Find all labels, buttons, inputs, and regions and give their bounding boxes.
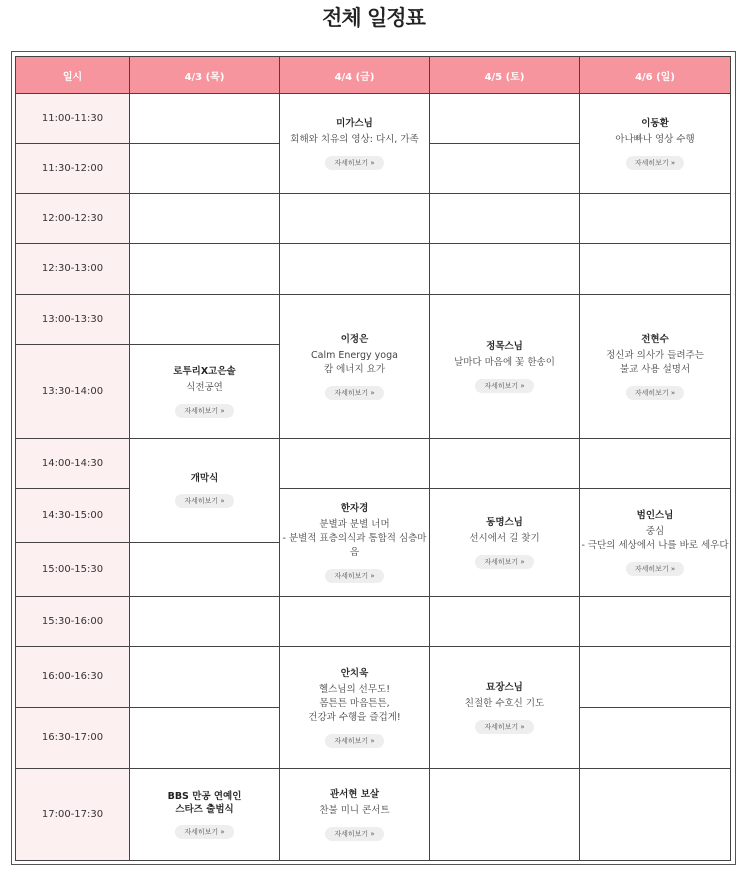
event-desc: 친절한 수호신 기도 <box>464 698 545 710</box>
empty-cell <box>580 244 731 294</box>
detail-button[interactable]: 자세히보기 » <box>475 720 533 734</box>
time-slot: 16:30-17:00 <box>16 707 130 768</box>
event-name: 로투리X고은솔 <box>173 365 236 377</box>
event-desc-line: 중심 <box>645 526 665 538</box>
page-title: 전체 일정표 <box>322 6 425 30</box>
detail-button[interactable]: 자세히보기 » <box>175 825 233 839</box>
table-row <box>16 438 731 488</box>
event-desc-line: - 극단의 세상에서 나를 바로 세우다 <box>581 540 729 552</box>
time-slot: 16:00-16:30 <box>16 647 130 707</box>
empty-cell <box>430 768 580 860</box>
event-cell <box>130 438 280 542</box>
event-desc: 찬불 미니 콘서트 <box>319 804 390 816</box>
table-row <box>16 597 731 647</box>
time-slot: 14:00-14:30 <box>16 438 130 488</box>
time-slot: 11:30-12:00 <box>16 144 130 194</box>
time-slot: 11:00-11:30 <box>16 94 130 144</box>
event-desc-line: 건강과 수행을 즐겁게! <box>308 712 401 724</box>
empty-cell <box>280 194 430 244</box>
event-desc: 선시에서 길 찾기 <box>469 533 540 545</box>
event-desc: 아나빠나 영상 수행 <box>615 134 695 146</box>
table-row <box>16 244 731 294</box>
event-name-line: 스타즈 출범식 <box>175 803 234 815</box>
event-desc <box>280 683 429 725</box>
detail-button[interactable]: 자세히보기 » <box>626 386 684 400</box>
event-desc <box>280 518 429 560</box>
empty-cell <box>430 597 580 647</box>
event-name: 전현수 <box>641 333 669 345</box>
event-name: 이정은 <box>340 333 369 345</box>
event-name: 동명스님 <box>486 517 523 529</box>
empty-cell <box>430 144 580 194</box>
event-desc-line: 캄 에너지 요가 <box>323 363 386 375</box>
event-desc <box>580 349 730 377</box>
empty-cell <box>130 707 280 768</box>
time-slot: 15:30-16:00 <box>16 597 130 647</box>
empty-cell <box>430 194 580 244</box>
empty-cell <box>130 647 280 707</box>
empty-cell <box>130 194 280 244</box>
table-row <box>16 768 731 860</box>
detail-button[interactable]: 자세히보기 » <box>325 156 383 170</box>
event-desc-line: 헬스님의 선무도! <box>318 684 391 696</box>
event-cell <box>280 294 430 438</box>
table-row <box>16 194 731 244</box>
event-name: 이동환 <box>641 118 669 130</box>
event-name: 범인스님 <box>636 510 674 522</box>
empty-cell <box>280 438 430 488</box>
col-header-day-3: 4/5 (토) <box>430 57 580 94</box>
time-slot: 13:00-13:30 <box>16 294 130 344</box>
empty-cell <box>130 597 280 647</box>
empty-cell <box>130 94 280 144</box>
event-name: 미가스님 <box>336 118 373 130</box>
time-slot: 14:30-15:00 <box>16 488 130 542</box>
event-desc: 회해와 치유의 영상: 다시, 가족 <box>290 134 419 146</box>
event-name-line: BBS 만공 연예인 <box>167 790 242 802</box>
event-desc-line: - 분별적 표층의식과 통합적 심층마음 <box>282 533 427 559</box>
time-slot: 15:00-15:30 <box>16 543 130 597</box>
time-slot: 17:00-17:30 <box>16 768 130 860</box>
table-row <box>16 294 731 344</box>
event-desc-line: 정신과 의사가 들려주는 <box>606 349 704 361</box>
col-header-day-4: 4/6 (일) <box>580 57 731 94</box>
table-row <box>16 488 731 542</box>
detail-button[interactable]: 자세히보기 » <box>325 569 383 583</box>
empty-cell <box>580 707 731 768</box>
event-desc-line: Calm Energy yoga <box>311 349 398 361</box>
col-header-day-2: 4/4 (금) <box>280 57 430 94</box>
event-cell <box>280 768 430 860</box>
time-slot: 12:00-12:30 <box>16 194 130 244</box>
event-cell <box>430 488 580 596</box>
event-cell <box>280 647 430 768</box>
detail-button[interactable]: 자세히보기 » <box>175 404 233 418</box>
empty-cell <box>430 94 580 144</box>
event-cell <box>280 488 430 596</box>
event-name: 묘장스님 <box>486 682 523 694</box>
empty-cell <box>130 244 280 294</box>
event-cell <box>580 94 731 194</box>
event-cell <box>430 647 580 768</box>
event-cell <box>580 294 731 438</box>
event-desc: 날마다 마음에 꽃 한송이 <box>454 356 555 368</box>
table-row <box>16 94 731 144</box>
table-row <box>16 647 731 707</box>
empty-cell <box>280 244 430 294</box>
detail-button[interactable]: 자세히보기 » <box>175 494 233 508</box>
event-desc-line: 분별과 분별 너머 <box>319 519 390 531</box>
empty-cell <box>580 768 731 860</box>
empty-cell <box>580 597 731 647</box>
detail-button[interactable]: 자세히보기 » <box>475 379 533 393</box>
event-desc: 식전공연 <box>186 381 223 393</box>
time-slot: 12:30-13:00 <box>16 244 130 294</box>
empty-cell <box>580 647 731 707</box>
event-name: 안치욱 <box>340 668 369 680</box>
empty-cell <box>430 438 580 488</box>
empty-cell <box>130 144 280 194</box>
event-desc-line: 불교 사용 설명서 <box>619 363 691 375</box>
empty-cell <box>130 294 280 344</box>
event-name <box>130 790 279 816</box>
empty-cell <box>580 438 731 488</box>
event-desc <box>280 349 429 377</box>
detail-button[interactable]: 자세히보기 » <box>626 562 684 576</box>
detail-button[interactable]: 자세히보기 » <box>325 386 383 400</box>
time-slot: 13:30-14:00 <box>16 344 130 438</box>
empty-cell <box>580 194 731 244</box>
empty-cell <box>430 244 580 294</box>
detail-button[interactable]: 자세히보기 » <box>626 156 684 170</box>
event-name: 개막식 <box>190 473 219 485</box>
event-cell <box>130 768 280 860</box>
event-cell <box>280 94 430 194</box>
detail-button[interactable]: 자세히보기 » <box>325 827 383 841</box>
col-header-time: 일시 <box>16 57 130 94</box>
event-desc <box>580 525 730 553</box>
event-cell <box>130 344 280 438</box>
event-cell <box>430 294 580 438</box>
schedule-table <box>15 56 731 861</box>
col-header-day-1: 4/3 (목) <box>130 57 280 94</box>
empty-cell <box>280 597 430 647</box>
event-cell <box>580 488 731 596</box>
empty-cell <box>130 543 280 597</box>
header-row <box>16 57 731 94</box>
detail-button[interactable]: 자세히보기 » <box>475 555 533 569</box>
event-name: 정목스님 <box>486 340 523 352</box>
detail-button[interactable]: 자세히보기 » <box>325 734 383 748</box>
event-desc-line: 몸튼튼 마음튼튼, <box>319 698 390 710</box>
event-name: 한자경 <box>340 503 369 515</box>
event-name: 관서현 보살 <box>329 788 380 800</box>
